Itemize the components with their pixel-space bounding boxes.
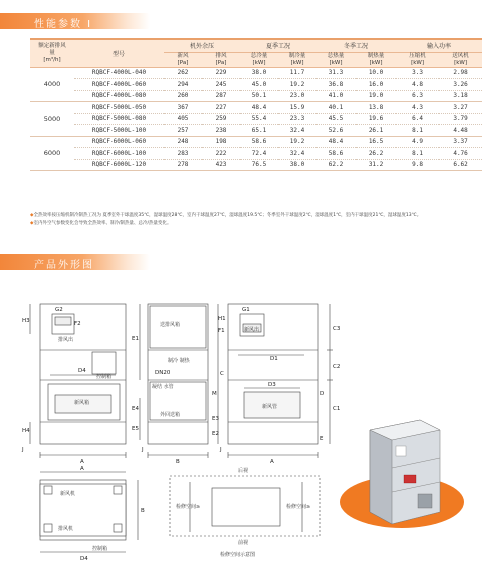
- svg-text:E1: E1: [132, 336, 139, 342]
- svg-text:A: A: [80, 466, 84, 472]
- svg-text:控制箱: 控制箱: [92, 546, 108, 552]
- product-image: [340, 420, 464, 528]
- svg-text:A: A: [80, 459, 84, 465]
- table-row: 4000 RQBCF-4000L-040 262 229 38.0 11.7 31.3 10.0 3.3 2.98: [30, 67, 482, 79]
- table-row: 6000 RQBCF-6000L-060 248 198 58.6 19.2 48.4 16.5 4.9 3.37: [30, 136, 482, 148]
- performance-section-title: 性能参数 Ⅰ: [34, 19, 93, 30]
- header-compressor: 压缩机 [kW]: [396, 52, 439, 67]
- table-row: 5000 RQBCF-5000L-050 367 227 48.4 15.9 40.1 13.8 4.3 3.27: [30, 102, 482, 114]
- note-line: ◆全热效率按压缩机制冷制热工况为 夏季室外干球温度35℃，湿球温度28℃，室内干球温度27℃，湿球温度19.5℃；冬季室外干球温度2℃，湿球温度1℃，室内干球温度21℃，湿球温度13℃。: [30, 213, 422, 218]
- model-cell: RQBCF-6000L-120: [74, 159, 164, 171]
- header-cooling-cap: 制冷量 [kW]: [278, 52, 316, 67]
- svg-text:E2: E2: [212, 431, 219, 437]
- model-cell: RQBCF-6000L-100: [74, 148, 164, 160]
- header-fresh: 新风 [Pa]: [164, 52, 202, 67]
- svg-text:C: C: [220, 371, 224, 377]
- svg-text:控制箱: 控制箱: [96, 374, 112, 380]
- header-heating-cap: 制热量 [kW]: [356, 52, 396, 67]
- svg-text:E5: E5: [132, 426, 139, 432]
- header-exhaust: 排风 [Pa]: [202, 52, 240, 67]
- note-line: ◆室内外空气参数变化会导致全热效率、制冷/制热量、总冷/热量变化。: [30, 221, 172, 226]
- shape-section-title: 产品外形图: [34, 260, 94, 271]
- svg-text:D4: D4: [78, 368, 86, 374]
- svg-text:新风出: 新风出: [244, 327, 260, 333]
- svg-text:B: B: [176, 459, 180, 465]
- model-cell: RQBCF-5000L-080: [74, 113, 164, 125]
- svg-text:C3: C3: [333, 326, 341, 332]
- model-cell: RQBCF-5000L-100: [74, 125, 164, 137]
- shape-section-banner: [0, 254, 150, 270]
- header-total-cooling: 总冷量 [kW]: [240, 52, 278, 67]
- table-row: RQBCF-5000L-100 257 238 65.1 32.4 52.6 26.1 8.1 4.48: [30, 125, 482, 137]
- svg-text:凝结 水管: 凝结 水管: [152, 384, 174, 390]
- svg-text:H4: H4: [22, 428, 30, 434]
- table-row: RQBCF-5000L-080 405 259 55.4 23.3 45.5 19.6 6.4 3.79: [30, 113, 482, 125]
- svg-text:C2: C2: [333, 364, 341, 370]
- svg-text:D4: D4: [80, 556, 88, 562]
- svg-text:F1: F1: [218, 328, 225, 334]
- svg-text:排风机: 排风机: [58, 526, 74, 532]
- table-row: RQBCF-6000L-120 278 423 76.5 38.0 62.2 31.2 9.8 6.62: [30, 159, 482, 171]
- svg-text:外回送箱: 外回送箱: [160, 412, 181, 418]
- header-airflow: 额定新排风量 [m³/h]: [30, 40, 74, 67]
- front-view: [30, 304, 126, 458]
- table-row: RQBCF-6000L-100 283 222 72.4 32.4 58.6 26.2 8.1 4.76: [30, 148, 482, 160]
- table-row: RQBCF-4000L-080 260 287 50.1 23.0 41.0 19.0 6.3 3.18: [30, 90, 482, 102]
- svg-text:E4: E4: [132, 406, 139, 412]
- model-cell: RQBCF-4000L-080: [74, 90, 164, 102]
- model-cell: RQBCF-4000L-060: [74, 79, 164, 91]
- header-power-group: 输入功率: [396, 40, 482, 52]
- header-summer-group: 夏季工况: [240, 40, 316, 52]
- svg-text:检修空间≥: 检修空间≥: [176, 504, 201, 510]
- svg-text:J: J: [22, 447, 24, 453]
- svg-text:F2: F2: [74, 321, 81, 327]
- svg-text:M: M: [212, 391, 217, 397]
- svg-text:H1: H1: [218, 316, 226, 322]
- svg-text:G1: G1: [242, 307, 250, 313]
- bullet-icon: ◆: [30, 221, 34, 226]
- svg-text:C1: C1: [333, 406, 341, 412]
- header-pressure-group: 机外余压: [164, 40, 240, 52]
- svg-text:排风出: 排风出: [58, 337, 74, 343]
- airflow-cell: 4000: [30, 67, 74, 102]
- performance-section-banner: [0, 13, 150, 29]
- bullet-icon: ◆: [30, 213, 34, 218]
- svg-text:D3: D3: [268, 382, 276, 388]
- svg-text:D1: D1: [270, 356, 278, 362]
- model-cell: RQBCF-5000L-050: [74, 102, 164, 114]
- drawings-area: [0, 280, 498, 577]
- top-view: [40, 472, 138, 552]
- svg-text:新风管: 新风管: [262, 404, 278, 410]
- svg-text:新风机: 新风机: [60, 491, 76, 497]
- airflow-cell: 6000: [30, 136, 74, 171]
- model-cell: RQBCF-6000L-060: [74, 136, 164, 148]
- svg-text:新风箱: 新风箱: [74, 400, 90, 406]
- table-notes: [30, 212, 490, 228]
- model-cell: RQBCF-4000L-040: [74, 67, 164, 79]
- svg-text:A: A: [270, 459, 274, 465]
- svg-text:B: B: [141, 508, 145, 514]
- svg-text:J: J: [142, 447, 144, 453]
- svg-text:制冷 制热: 制冷 制热: [168, 358, 190, 364]
- airflow-cell: 5000: [30, 102, 74, 137]
- svg-text:E: E: [320, 436, 324, 442]
- svg-text:前视: 前视: [238, 540, 249, 546]
- svg-text:送排风箱: 送排风箱: [160, 322, 181, 328]
- technical-drawings: [0, 280, 498, 577]
- svg-text:J: J: [220, 447, 222, 453]
- svg-text:检修空间示意图: 检修空间示意图: [220, 552, 256, 558]
- svg-text:E3: E3: [212, 416, 219, 422]
- table-row: RQBCF-4000L-060 294 245 45.0 19.2 36.8 16.0 4.8 3.26: [30, 79, 482, 91]
- header-fan: 送风机 [kW]: [439, 52, 482, 67]
- svg-text:H3: H3: [22, 318, 30, 324]
- svg-text:后视: 后视: [238, 468, 249, 474]
- svg-text:DN20: DN20: [155, 370, 171, 376]
- header-total-heating: 总热量 [kW]: [316, 52, 356, 67]
- performance-table: [30, 40, 482, 171]
- header-model: 型号: [74, 40, 164, 67]
- svg-text:D: D: [320, 391, 325, 397]
- header-winter-group: 冬季工况: [316, 40, 396, 52]
- svg-text:检修空间≥: 检修空间≥: [286, 504, 311, 510]
- svg-text:G2: G2: [55, 307, 63, 313]
